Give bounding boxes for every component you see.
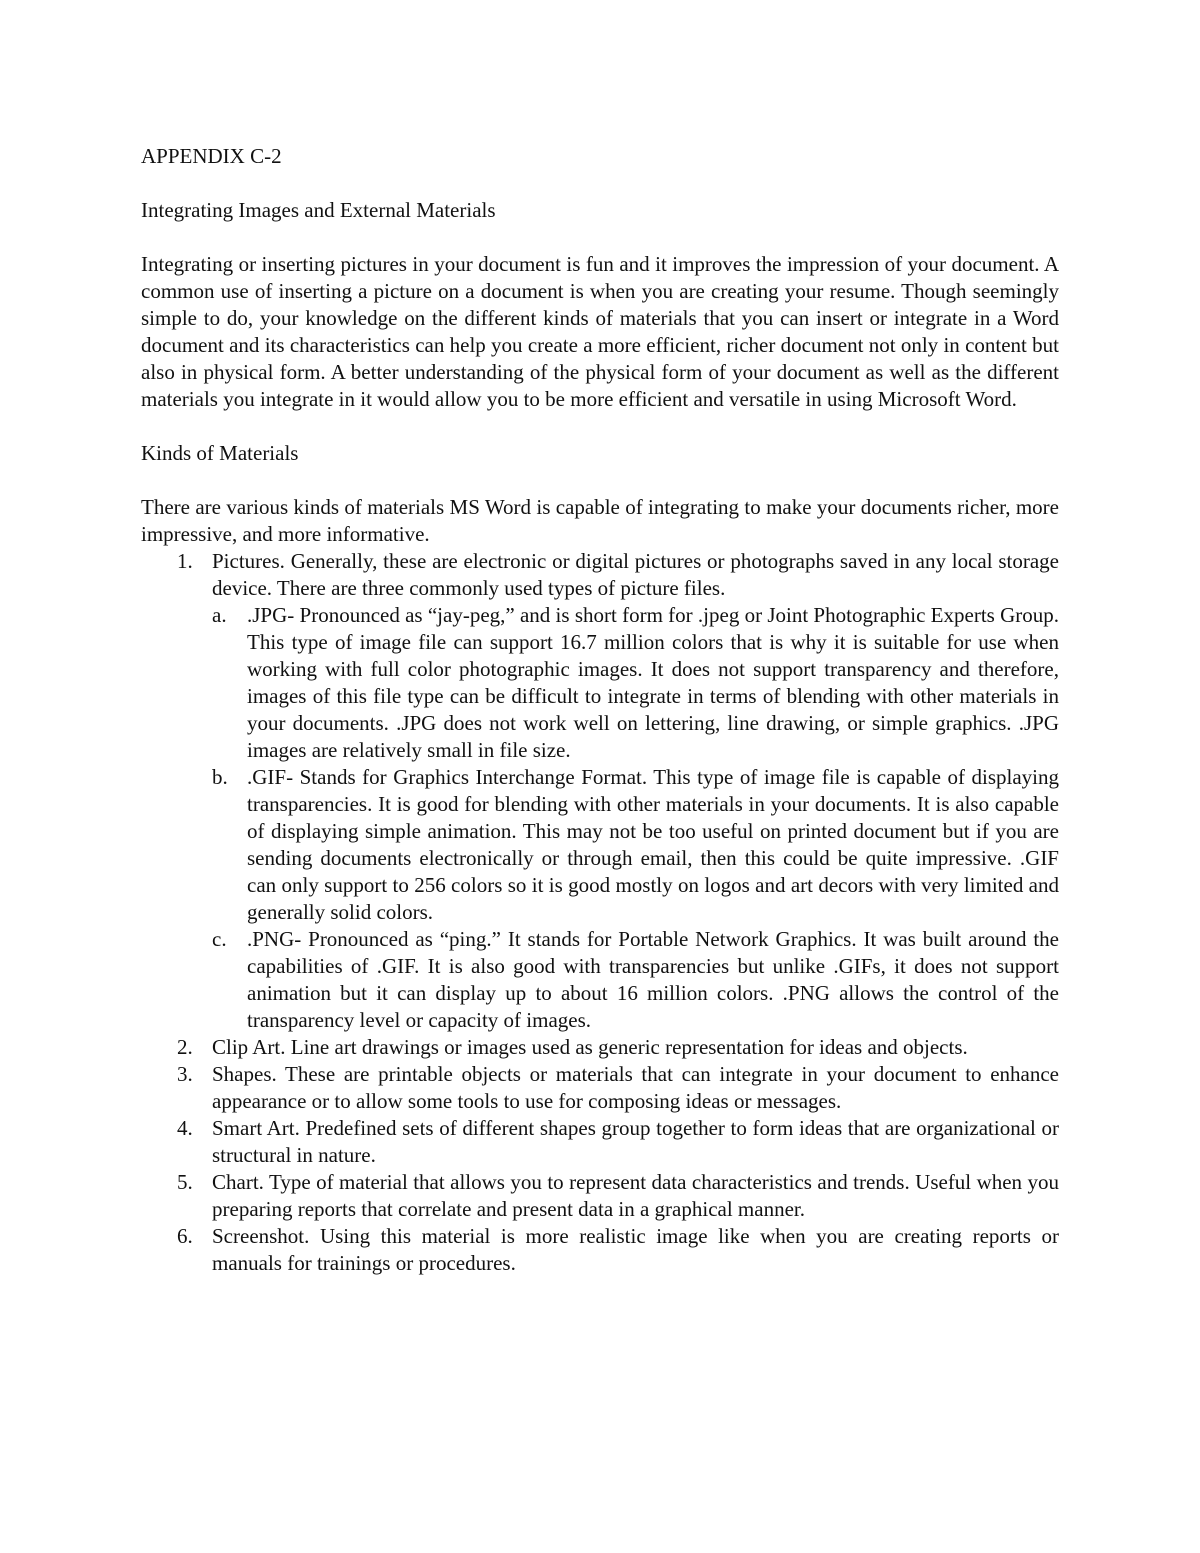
list-item-number: 3.	[177, 1062, 193, 1086]
document-body	[141, 143, 1059, 1277]
sub-item-png	[212, 926, 1059, 1034]
list-item-text: Screenshot. Using this material is more realistic image like when you are creating reports or manuals for trainings or procedures.	[212, 1224, 1059, 1275]
list-item-number: 2.	[177, 1035, 193, 1059]
sub-item-text: .GIF- Stands for Graphics Interchange Format. This type of image file is capable of displaying transparencies. It is good for blending with other materials in your documents. It is also capable of displaying simple animation. This may not be too useful on printed document but if you are sending documents electronically or through email, then this could be quite impressive. .GIF can only support to 256 colors so it is good mostly on logos and art decors with very limited and generally solid colors.	[247, 765, 1059, 924]
list-item-text: Clip Art. Line art drawings or images used as generic representation for ideas and objects.	[212, 1035, 968, 1059]
appendix-label: APPENDIX C-2	[141, 144, 282, 168]
list-item-chart	[141, 1169, 1059, 1223]
sub-item-jpg	[212, 602, 1059, 764]
list-item-text: Pictures. Generally, these are electronic or digital pictures or photographs saved in any local storage device. There are three commonly used types of picture files.	[212, 549, 1059, 600]
sub-item-gif	[212, 764, 1059, 926]
section-intro-paragraph: There are various kinds of materials MS Word is capable of integrating to make your documents richer, more impressive, and more informative.	[141, 495, 1059, 546]
list-item-shapes	[141, 1061, 1059, 1115]
list-item-clip-art	[141, 1034, 1059, 1061]
list-item-text: Chart. Type of material that allows you to represent data characteristics and trends. Useful when you preparing reports that correlate and present data in a graphical manner.	[212, 1170, 1059, 1221]
list-item-text: Shapes. These are printable objects or materials that can integrate in your document to enhance appearance or to allow some tools to use for composing ideas or messages.	[212, 1062, 1059, 1113]
sub-item-text: .JPG- Pronounced as “jay-peg,” and is short form for .jpeg or Joint Photographic Experts Group. This type of image file can support 16.7 million colors that is why it is suitable for use when working with full color photographic images. It does not support transparency and therefore, images of this file type can be difficult to integrate in terms of blending with other materials in your documents. .JPG does not work well on lettering, line drawing, or simple graphics. .JPG images are relatively small in file size.	[247, 603, 1059, 762]
list-item-number: 4.	[177, 1116, 193, 1140]
intro-paragraph: Integrating or inserting pictures in your document is fun and it improves the impression of your document. A common use of inserting a picture on a document is when you are creating your resume. Though seemingly simple to do, your knowledge on the different kinds of materials that you can insert or integrate in a Word document and its characteristics can help you create a more efficient, richer document not only in content but also in physical form. A better understanding of the physical form of your document as well as the different materials you integrate in it would allow you to be more efficient and versatile in using Microsoft Word.	[141, 252, 1059, 411]
materials-list	[141, 548, 1059, 1277]
sub-item-letter: c.	[212, 927, 227, 951]
list-item-smart-art	[141, 1115, 1059, 1169]
list-item-number: 6.	[177, 1224, 193, 1248]
sub-item-text: .PNG- Pronounced as “ping.” It stands for Portable Network Graphics. It was built around the capabilities of .GIF. It is also good with transparencies but unlike .GIFs, it does not support animation but it can display up to about 16 million colors. .PNG allows the control of the transparency level or capacity of images.	[247, 927, 1059, 1032]
list-item-number: 5.	[177, 1170, 193, 1194]
list-item-pictures	[141, 548, 1059, 1034]
picture-types-list	[212, 602, 1059, 1034]
list-item-screenshot	[141, 1223, 1059, 1277]
document-title: Integrating Images and External Materials	[141, 198, 496, 222]
list-item-text: Smart Art. Predefined sets of different shapes group together to form ideas that are organizational or structural in nature.	[212, 1116, 1059, 1167]
sub-item-letter: a.	[212, 603, 227, 627]
list-item-number: 1.	[177, 549, 193, 573]
sub-item-letter: b.	[212, 765, 228, 789]
section-heading: Kinds of Materials	[141, 441, 299, 465]
